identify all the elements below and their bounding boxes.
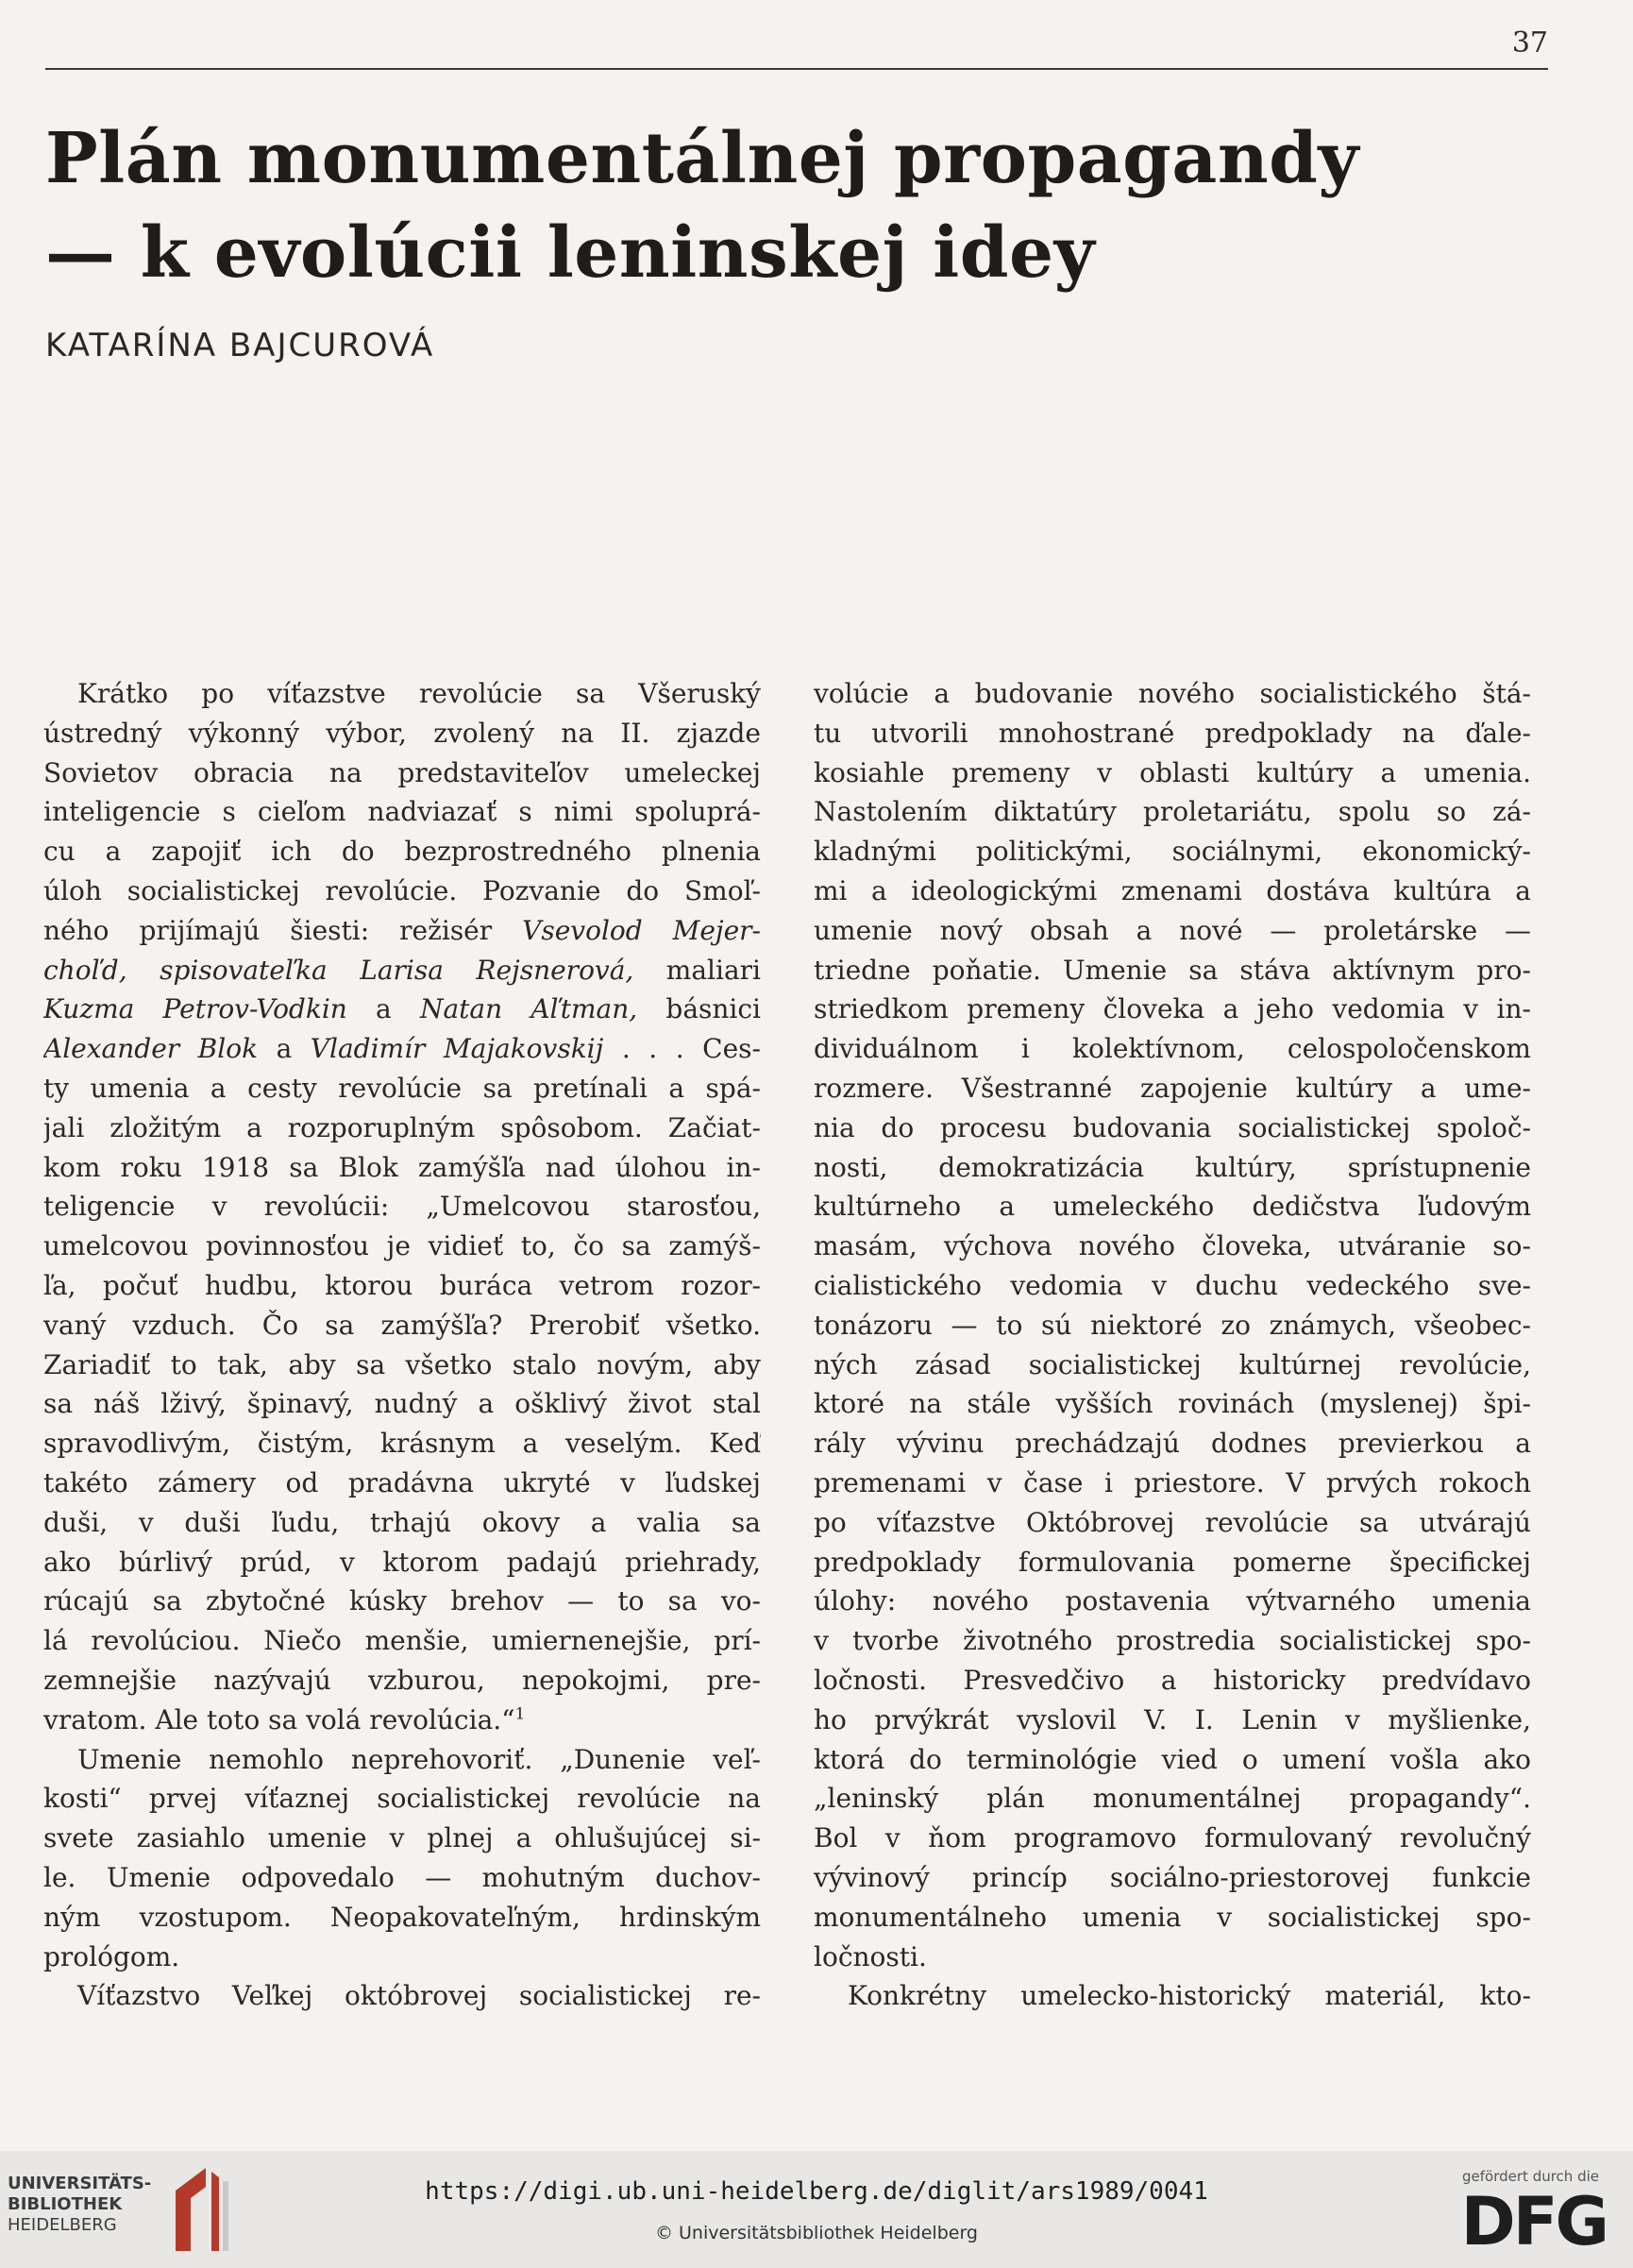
person-name: Kuzma Petrov-Vodkin [43, 993, 347, 1025]
paragraph-line: duši, v duši ľudu, trhajú okovy a valia sa [43, 1506, 761, 1538]
paragraph-line: ktoré na stále vyšších rovinách (myslenej) špi- [814, 1388, 1531, 1420]
library-name-line: UNIVERSITÄTS- [8, 2174, 152, 2193]
paragraph-line: ločnosti. Presvedčivo a historicky predvídavo [814, 1664, 1531, 1696]
paragraph-line: nia do procesu budovania socialistickej spoloč- [814, 1111, 1531, 1143]
paragraph-line: Umenie nemohlo neprehovoriť. „Dunenie veľ- [77, 1743, 761, 1775]
paragraph-line: predpoklady formulovania pomerne špecifickej [814, 1546, 1531, 1578]
paragraph-line: triedne poňatie. Umenie sa stáva aktívnym pro- [814, 954, 1531, 986]
paragraph-line: zemnejšie nazývajú vzburou, nepokojmi, pre- [43, 1664, 761, 1696]
paragraph-line: jali zložitým a rozporuplným spôsobom. Začiat- [43, 1111, 761, 1143]
copyright-notice: © Universitätsbibliothek Heidelberg [654, 2223, 978, 2243]
paragraph-line: ným vzostupom. Neopakovateľným, hrdinským [43, 1901, 761, 1933]
paragraph-line: úlohy: nového postavenia výtvarného umenia [814, 1585, 1531, 1617]
paragraph-line: vývinový princíp sociálno-priestorovej funkcie [814, 1861, 1531, 1893]
paragraph-line: tu utvorili mnohostrané predpoklady na ďale- [814, 717, 1531, 749]
paragraph-line: takéto zámery od pradávna ukryté v ľudskej [43, 1466, 761, 1498]
paragraph-line: cu a zapojiť ich do bezprostredného plnenia [43, 836, 761, 868]
paragraph-line [43, 990, 761, 1029]
paragraph-line [43, 1701, 761, 1740]
paragraph-line: „leninský plán monumentálnej propagandy“. [814, 1783, 1531, 1815]
header-rule [45, 68, 1548, 70]
paragraph-line: prológom. [43, 1940, 180, 1972]
paragraph-line: svete zasiahlo umenie v plnej a ohlušujúcej si- [43, 1822, 761, 1854]
paragraph-line: teligencie v revolúcii: „Umelcovou starosťou, [43, 1191, 761, 1223]
library-name-line: BIBLIOTHEK [8, 2194, 123, 2214]
paragraph-line: rozmere. Všestranné zapojenie kultúry a ume- [814, 1072, 1531, 1104]
viewer-footer [0, 2151, 1633, 2268]
paragraph-line: striedkom premeny človeka a jeho vedomia v in- [814, 993, 1531, 1025]
article-title-line-1: Plán monumentálnej propagandy [45, 118, 1359, 199]
paragraph-line: Zariadiť to tak, aby sa všetko stalo novým, aby [43, 1348, 761, 1380]
paragraph-line: rúcajú sa zbytočné kúsky brehov — to sa vo- [43, 1585, 761, 1617]
paragraph-line: monumentálneho umenia v socialistickej spo- [814, 1901, 1531, 1933]
paragraph-line [43, 911, 761, 951]
paragraph-line: rály vývinu prechádzajú dodnes previerkou a [814, 1428, 1531, 1460]
paragraph-line: mi a ideologickými zmenami dostáva kultúra a [814, 874, 1531, 906]
article-title-line-2: — k evolúcii leninskej idey [45, 212, 1096, 294]
paragraph-line: Sovietov obracia na predstaviteľov umeleckej [43, 756, 761, 788]
page-number: 37 [1511, 26, 1548, 59]
paragraph-line: dividuálnom i kolektívnom, celospoločenskom [814, 1033, 1531, 1065]
article-title [45, 111, 1518, 300]
paragraph-line [43, 951, 761, 990]
paragraph-line: ty umenia a cesty revolúcie sa pretínali a spá- [43, 1072, 761, 1104]
paragraph-line: ústredný výkonný výbor, zvolený na II. zjazde [43, 717, 761, 749]
paragraph-line: spravodlivým, čistým, krásnym a veselým. Keď [43, 1428, 761, 1460]
dfg-logo[interactable]: DFG [1460, 2183, 1607, 2260]
paragraph-line: sa náš lživý, špinavý, nudný a ošklivý život stal [43, 1388, 761, 1420]
paragraph-line: Bol v ňom programovo formulovaný revolučný [814, 1822, 1531, 1854]
person-name: Vladimír Majakovskij [310, 1033, 604, 1065]
line-text: básnici [637, 993, 761, 1025]
paragraph-line: ktorá do terminológie vied o umení vošla ako [814, 1743, 1531, 1775]
footnote-mark: 1 [514, 1704, 526, 1724]
line-text: vratom. Ale toto sa volá revolúcia.“ [43, 1703, 515, 1735]
paragraph-line [43, 1029, 761, 1069]
paragraph-line: cialistického vedomia v duchu vedeckého sve- [814, 1269, 1531, 1301]
paragraph-line: kom roku 1918 sa Blok zamýšľa nad úlohou in- [43, 1151, 761, 1183]
permalink-url[interactable]: https://digi.ub.uni-heidelberg.de/diglit/ars1989/0041 [425, 2177, 1208, 2206]
text-column-right [814, 674, 1531, 2016]
person-name: Vsevolod Mejer- [522, 914, 761, 946]
paragraph-line: ločnosti. [814, 1940, 927, 1972]
paragraph-line: umelcovou povinnosťou je vidieť to, čo sa zamýš- [43, 1230, 761, 1262]
paragraph-line: ných zásad socialistickej kultúrnej revolúcie, [814, 1348, 1531, 1380]
paragraph-line: ho prvýkrát vyslovil V. I. Lenin v myšlienke, [814, 1703, 1531, 1735]
person-name: Larisa Rejsnerová, [360, 954, 634, 986]
paragraph-line: ľa, počuť hudbu, ktorou burácа vetrom rozor- [43, 1269, 761, 1301]
paragraph-line: umenie nový obsah a nové — proletárske — [814, 914, 1531, 946]
paragraph-line: ako búrlivý prúd, v ktorom padajú priehrady, [43, 1546, 761, 1578]
paragraph-line: Nastolením diktatúry proletariátu, spolu so zá- [814, 796, 1531, 828]
paragraph-line: Víťazstvo Veľkej októbrovej socialistickej re- [77, 1980, 761, 2012]
line-text: maliari [633, 954, 761, 986]
paragraph-line: v tvorbe životného prostredia socialistickej spo- [814, 1625, 1531, 1657]
paragraph-line: úloh socialistickej revolúcie. Pozvanie do Smoľ- [43, 874, 761, 906]
line-text: . . . Ces- [603, 1033, 761, 1065]
paragraph-line: nosti, demokratizácia kultúry, sprístupnenie [814, 1151, 1531, 1183]
paragraph-line: kosiahle premeny v oblasti kultúry a umenia. [814, 756, 1531, 788]
paragraph-line: lá revolúciou. Niečo menšie, umiernenejšie, prí- [43, 1625, 761, 1657]
line-text: a [346, 993, 420, 1025]
line-text: a [258, 1033, 311, 1065]
person-name: Natan Aľtman, [419, 993, 638, 1025]
article-author: KATARÍNA BAJCUROVÁ [45, 327, 435, 364]
paragraph-line: premenami v čase i priestore. V prvých rokoch [814, 1466, 1531, 1498]
funding-note: gefördert durch die [1462, 2168, 1599, 2185]
text-column-left [43, 674, 761, 2016]
paragraph-line: kladnými politickými, sociálnymi, ekonomický- [814, 836, 1531, 868]
paragraph-line: kultúrneho a umeleckého dedičstva ľudovým [814, 1191, 1531, 1223]
paragraph-line: masám, výchova nového človeka, utváranie so- [814, 1230, 1531, 1262]
paragraph-line: inteligencie s cieľom nadviazať s nimi spoluprá- [43, 796, 761, 828]
library-name-line: HEIDELBERG [8, 2215, 117, 2235]
paragraph-line: le. Umenie odpovedalo — mohutným duchov- [43, 1861, 761, 1893]
paragraph-line: vaný vzduch. Čo sa zamýšľa? Prerobiť všetko. [43, 1309, 761, 1341]
paragraph-line: volúcie a budovanie nového socialistického štá- [814, 678, 1531, 709]
paragraph-line: tonázoru — to sú niektoré zo známych, všeobec- [814, 1309, 1531, 1341]
line-text: ného prijímajú šiesti: režisér [43, 914, 523, 946]
line-text-italic: choľd, spisovateľka [43, 954, 361, 986]
person-name: Alexander Blok [43, 1033, 259, 1065]
paragraph-line: Krátko po víťazstve revolúcie sa Všeruský [77, 678, 761, 709]
paragraph-line: Konkrétny umelecko-historický materiál, kto- [848, 1980, 1531, 2012]
paragraph-line: kosti“ prvej víťaznej socialistickej revolúcie na [43, 1783, 761, 1815]
paragraph-line: po víťazstve Októbrovej revolúcie sa utvárajú [814, 1506, 1531, 1538]
